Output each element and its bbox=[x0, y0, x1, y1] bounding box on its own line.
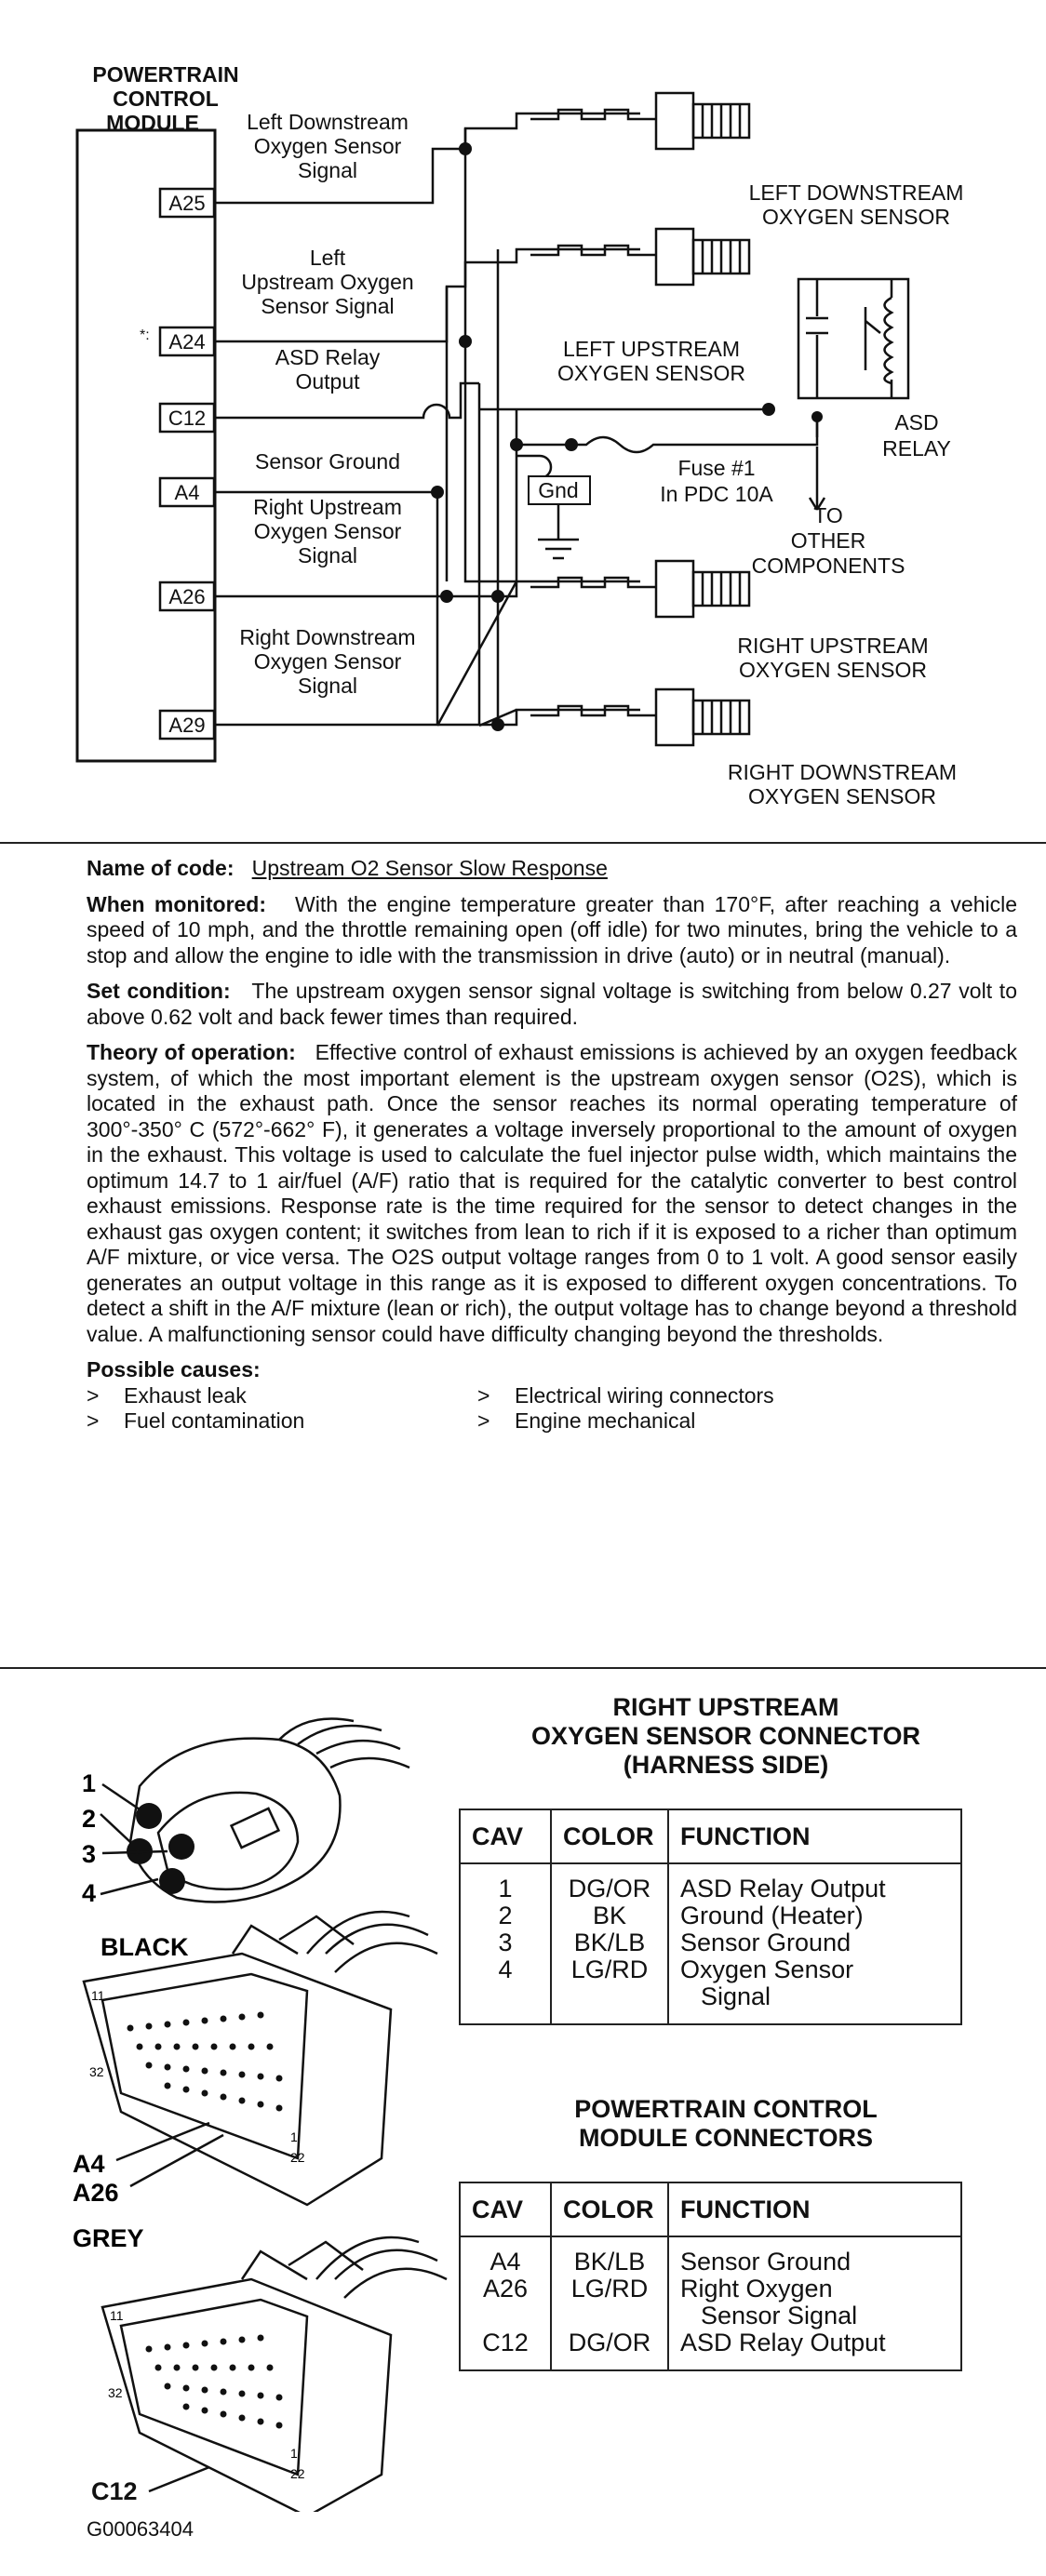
pin-a24: A24 bbox=[168, 330, 206, 354]
pcm-connectors-title bbox=[484, 2095, 968, 2153]
function-continued-text: Signal bbox=[701, 1982, 771, 2010]
grey-pcm-connector-pins bbox=[146, 2335, 283, 2429]
function-cell: Right Oxygen bbox=[668, 2276, 961, 2302]
label-right-downstream-1: Right Downstream bbox=[239, 625, 416, 649]
wiring-diagram bbox=[0, 0, 1046, 837]
color-cell: LG/RD bbox=[551, 1956, 668, 1983]
cause-item bbox=[87, 1408, 477, 1435]
pin-a29: A29 bbox=[168, 714, 206, 737]
cause-marker: > bbox=[87, 1382, 100, 1408]
color-cell: BK/LB bbox=[551, 1929, 668, 1956]
label-left-upstream-1: Left bbox=[309, 246, 346, 270]
function-cell: ASD Relay Output bbox=[668, 1863, 961, 1902]
o2-pin-label-4: 4 bbox=[82, 1879, 97, 1907]
col-header-function: FUNCTION bbox=[668, 1809, 961, 1863]
label-left-downstream-3: Signal bbox=[298, 158, 357, 182]
function-cell: Sensor Ground bbox=[668, 2236, 961, 2276]
asd-relay-symbol bbox=[798, 279, 908, 398]
cause-item bbox=[87, 1383, 477, 1409]
function-cell-continued bbox=[668, 2302, 961, 2329]
color-cell: DG/OR bbox=[551, 1863, 668, 1902]
other-label-3: COMPONENTS bbox=[751, 554, 905, 578]
color-cell: BK bbox=[551, 1902, 668, 1929]
when-label: When monitored: bbox=[87, 891, 267, 916]
cause-item bbox=[477, 1383, 868, 1409]
table-row bbox=[460, 1983, 961, 2024]
label-left-downstream-1: Left Downstream bbox=[247, 110, 409, 134]
function-cell: Oxygen Sensor bbox=[668, 1956, 961, 1983]
sensor-left-upstream-label-2: OXYGEN SENSOR bbox=[557, 361, 745, 385]
possible-causes bbox=[87, 1357, 1017, 1435]
cav-cell: A26 bbox=[460, 2276, 551, 2302]
grey-pin-label-1: 1 bbox=[290, 2446, 298, 2461]
table-row bbox=[460, 1956, 961, 1983]
function-cell: Ground (Heater) bbox=[668, 1902, 961, 1929]
other-label-1: TO bbox=[813, 503, 843, 527]
black-connector-label: BLACK bbox=[101, 1933, 189, 1961]
grey-pin-label-22: 22 bbox=[290, 2466, 305, 2481]
cav-cell: 4 bbox=[460, 1956, 551, 1983]
o2-pin-label-1: 1 bbox=[82, 1769, 97, 1797]
sensor-right-upstream-label-1: RIGHT UPSTREAM bbox=[737, 634, 929, 658]
o2-pin-label-2: 2 bbox=[82, 1805, 97, 1833]
table-row bbox=[460, 1929, 961, 1956]
col-header-cav: CAV bbox=[460, 1809, 551, 1863]
pcm-title-line2: CONTROL bbox=[113, 87, 219, 111]
cav-cell: 2 bbox=[460, 1902, 551, 1929]
table-row bbox=[460, 2236, 961, 2276]
set-label: Set condition: bbox=[87, 979, 231, 1003]
small-mark-icon: *: bbox=[140, 327, 150, 343]
col-header-function: FUNCTION bbox=[668, 2182, 961, 2236]
grey-pin-label-11: 11 bbox=[110, 2308, 124, 2323]
grey-connector-label: GREY bbox=[73, 2224, 144, 2252]
cause-text: Exhaust leak bbox=[124, 1382, 247, 1408]
col-header-cav: CAV bbox=[460, 2182, 551, 2236]
col-header-color: COLOR bbox=[551, 2182, 668, 2236]
cav-cell: 3 bbox=[460, 1929, 551, 1956]
causes-label: Possible causes: bbox=[87, 1357, 261, 1381]
table-row bbox=[460, 1863, 961, 1902]
cause-marker: > bbox=[477, 1382, 490, 1408]
sensor-left-downstream bbox=[530, 93, 749, 149]
cause-text: Fuel contamination bbox=[124, 1408, 305, 1433]
table-row bbox=[460, 2276, 961, 2302]
sensor-right-downstream-label-2: OXYGEN SENSOR bbox=[748, 784, 936, 808]
black-pin-label-11: 11 bbox=[91, 1988, 105, 2003]
cause-item bbox=[477, 1408, 868, 1435]
cav-cell: 1 bbox=[460, 1863, 551, 1902]
grey-pcm-connector-drawing bbox=[102, 2237, 447, 2512]
label-asd-output-2: Output bbox=[295, 369, 360, 394]
cause-marker: > bbox=[87, 1408, 100, 1433]
pin-a4: A4 bbox=[174, 481, 200, 504]
o2-pin-leaders bbox=[101, 1784, 168, 1894]
asd-relay-label-2: RELAY bbox=[882, 436, 951, 460]
figure-id: G00063404 bbox=[87, 2517, 194, 2541]
sensor-left-upstream bbox=[530, 229, 749, 285]
sensor-right-upstream-label-2: OXYGEN SENSOR bbox=[739, 658, 927, 682]
label-sensor-ground: Sensor Ground bbox=[255, 449, 400, 474]
label-right-downstream-3: Signal bbox=[298, 674, 357, 698]
other-label-2: OTHER bbox=[790, 528, 866, 553]
divider-bottom bbox=[0, 1667, 1046, 1669]
c12-leader bbox=[149, 2467, 209, 2491]
cav-cell: C12 bbox=[460, 2329, 551, 2370]
o2-table-header bbox=[460, 1809, 961, 1863]
pin-boxes bbox=[160, 189, 214, 739]
o2-title-line1: RIGHT UPSTREAM bbox=[612, 1693, 839, 1721]
pin-c12: C12 bbox=[168, 407, 207, 430]
theory-text: Effective control of exhaust emissions is achieved by an oxygen feedback system, of which the most important element is the upstream oxygen sensor (O2S), which is located in the exhaust path. Once the sensor reaches its normal operating temperature of 300°-350° C (572°-662° F), it generates a voltage inversely proportional to the amount of oxygen in the exhaust. This voltage is used to calculate the fuel injector pulse width, which maintains the optimum 14.7 to 1 air/fuel (A/F) ratio that is required for the catalytic converter to best control exhaust emissions. Response rate is the time required for the sensor to detect changes in the exhaust gas oxygen content; it switches from lean to rich if it is exposed to a richer than optimum A/F mixture, or vice versa. The O2S output voltage ranges from 0 to 1 volt. A good sensor easily generates an output voltage in this range as it is exposed to different oxygen concentrations. To detect a shift in the A/F mixture (lean or rich), the output voltage has to change beyond a threshold value. A malfunctioning sensor could have difficulty changing beyond the thresholds. bbox=[87, 1040, 1017, 1346]
connector-drawings bbox=[0, 1675, 465, 2512]
black-pin-label-1: 1 bbox=[290, 2129, 298, 2144]
table-row bbox=[460, 1902, 961, 1929]
a4-pin-label: A4 bbox=[73, 2150, 105, 2178]
label-right-downstream-2: Oxygen Sensor bbox=[253, 649, 402, 674]
set-condition bbox=[87, 979, 1017, 1030]
pcm-title-line3: MODULE bbox=[106, 111, 199, 135]
o2-title-line3: (HARNESS SIDE) bbox=[623, 1751, 829, 1779]
label-asd-output-1: ASD Relay bbox=[275, 345, 381, 369]
sensor-left-downstream-label-1: LEFT DOWNSTREAM bbox=[748, 180, 964, 205]
grey-pin-label-32: 32 bbox=[108, 2385, 123, 2400]
function-cell: Sensor Ground bbox=[668, 1929, 961, 1956]
pcm-box bbox=[77, 130, 215, 761]
sensor-right-downstream bbox=[530, 689, 749, 745]
pcm-table-header bbox=[460, 2182, 961, 2236]
cav-cell: A4 bbox=[460, 2236, 551, 2276]
divider-top bbox=[0, 842, 1046, 844]
label-left-upstream-2: Upstream Oxygen bbox=[241, 270, 414, 294]
label-right-upstream-1: Right Upstream bbox=[253, 495, 402, 519]
pcm-title-line1: POWERTRAIN CONTROL bbox=[574, 2095, 878, 2123]
table-row bbox=[460, 2302, 961, 2329]
cause-text: Engine mechanical bbox=[515, 1408, 696, 1433]
black-pin-label-22: 22 bbox=[290, 2150, 305, 2165]
pcm-title-line1: POWERTRAIN bbox=[92, 62, 239, 87]
label-left-downstream-2: Oxygen Sensor bbox=[253, 134, 402, 158]
o2-connector-pins bbox=[127, 1803, 194, 1894]
code-description bbox=[87, 856, 1017, 1435]
fuse-label-1: Fuse #1 bbox=[677, 456, 756, 480]
o2-pin-label-3: 3 bbox=[82, 1840, 97, 1868]
pin-a25: A25 bbox=[168, 192, 206, 215]
label-right-upstream-2: Oxygen Sensor bbox=[253, 519, 402, 543]
a26-pin-label: A26 bbox=[73, 2179, 119, 2207]
fuse-label-2: In PDC 10A bbox=[660, 482, 773, 506]
color-cell: DG/OR bbox=[551, 2329, 668, 2370]
set-text: The upstream oxygen sensor signal voltage is switching from below 0.27 volt to above 0.62 volt and back fewer times than required. bbox=[87, 979, 1017, 1029]
function-cell-continued bbox=[668, 1983, 961, 2024]
when-text: With the engine temperature greater than 170°F, after reaching a vehicle speed of 10 mph, and the throttle remaining open (off idle) for two minutes, bring the vehicle to a stop and allow the engine to idle with the transmission in drive (auto) or in neutral (manual). bbox=[87, 891, 1018, 968]
pcm-title-line2: MODULE CONNECTORS bbox=[578, 2124, 873, 2152]
color-cell: BK/LB bbox=[551, 2236, 668, 2276]
pin-a26: A26 bbox=[168, 585, 206, 608]
table-row bbox=[460, 2329, 961, 2370]
sensor-right-downstream-label-1: RIGHT DOWNSTREAM bbox=[727, 760, 958, 784]
cause-marker: > bbox=[477, 1408, 490, 1433]
sensor-right-upstream bbox=[530, 561, 749, 617]
pcm-connector-table bbox=[459, 2182, 962, 2371]
function-cell: ASD Relay Output bbox=[668, 2329, 961, 2370]
name-label: Name of code: bbox=[87, 856, 235, 880]
function-continued-text: Sensor Signal bbox=[701, 2302, 858, 2329]
gnd-label: Gnd bbox=[538, 478, 579, 502]
c12-pin-label: C12 bbox=[91, 2477, 138, 2505]
code-name-value: Upstream O2 Sensor Slow Response bbox=[251, 856, 608, 880]
o2-connector-table bbox=[459, 1809, 962, 2025]
cause-text: Electrical wiring connectors bbox=[515, 1382, 774, 1408]
label-right-upstream-3: Signal bbox=[298, 543, 357, 567]
theory-of-operation bbox=[87, 1040, 1017, 1347]
name-of-code bbox=[87, 856, 1017, 882]
o2-connector-title bbox=[484, 1693, 968, 1780]
label-left-upstream-3: Sensor Signal bbox=[261, 294, 395, 318]
sensor-left-downstream-label-2: OXYGEN SENSOR bbox=[762, 205, 950, 229]
asd-relay-label-1: ASD bbox=[894, 410, 939, 434]
black-pin-label-32: 32 bbox=[89, 2064, 104, 2079]
black-pcm-connector-pins bbox=[127, 2012, 283, 2112]
color-cell: LG/RD bbox=[551, 2276, 668, 2302]
o2-title-line2: OXYGEN SENSOR CONNECTOR bbox=[530, 1722, 921, 1750]
sensor-left-upstream-label-1: LEFT UPSTREAM bbox=[563, 337, 740, 361]
col-header-color: COLOR bbox=[551, 1809, 668, 1863]
theory-label: Theory of operation: bbox=[87, 1040, 296, 1064]
when-monitored bbox=[87, 892, 1017, 969]
